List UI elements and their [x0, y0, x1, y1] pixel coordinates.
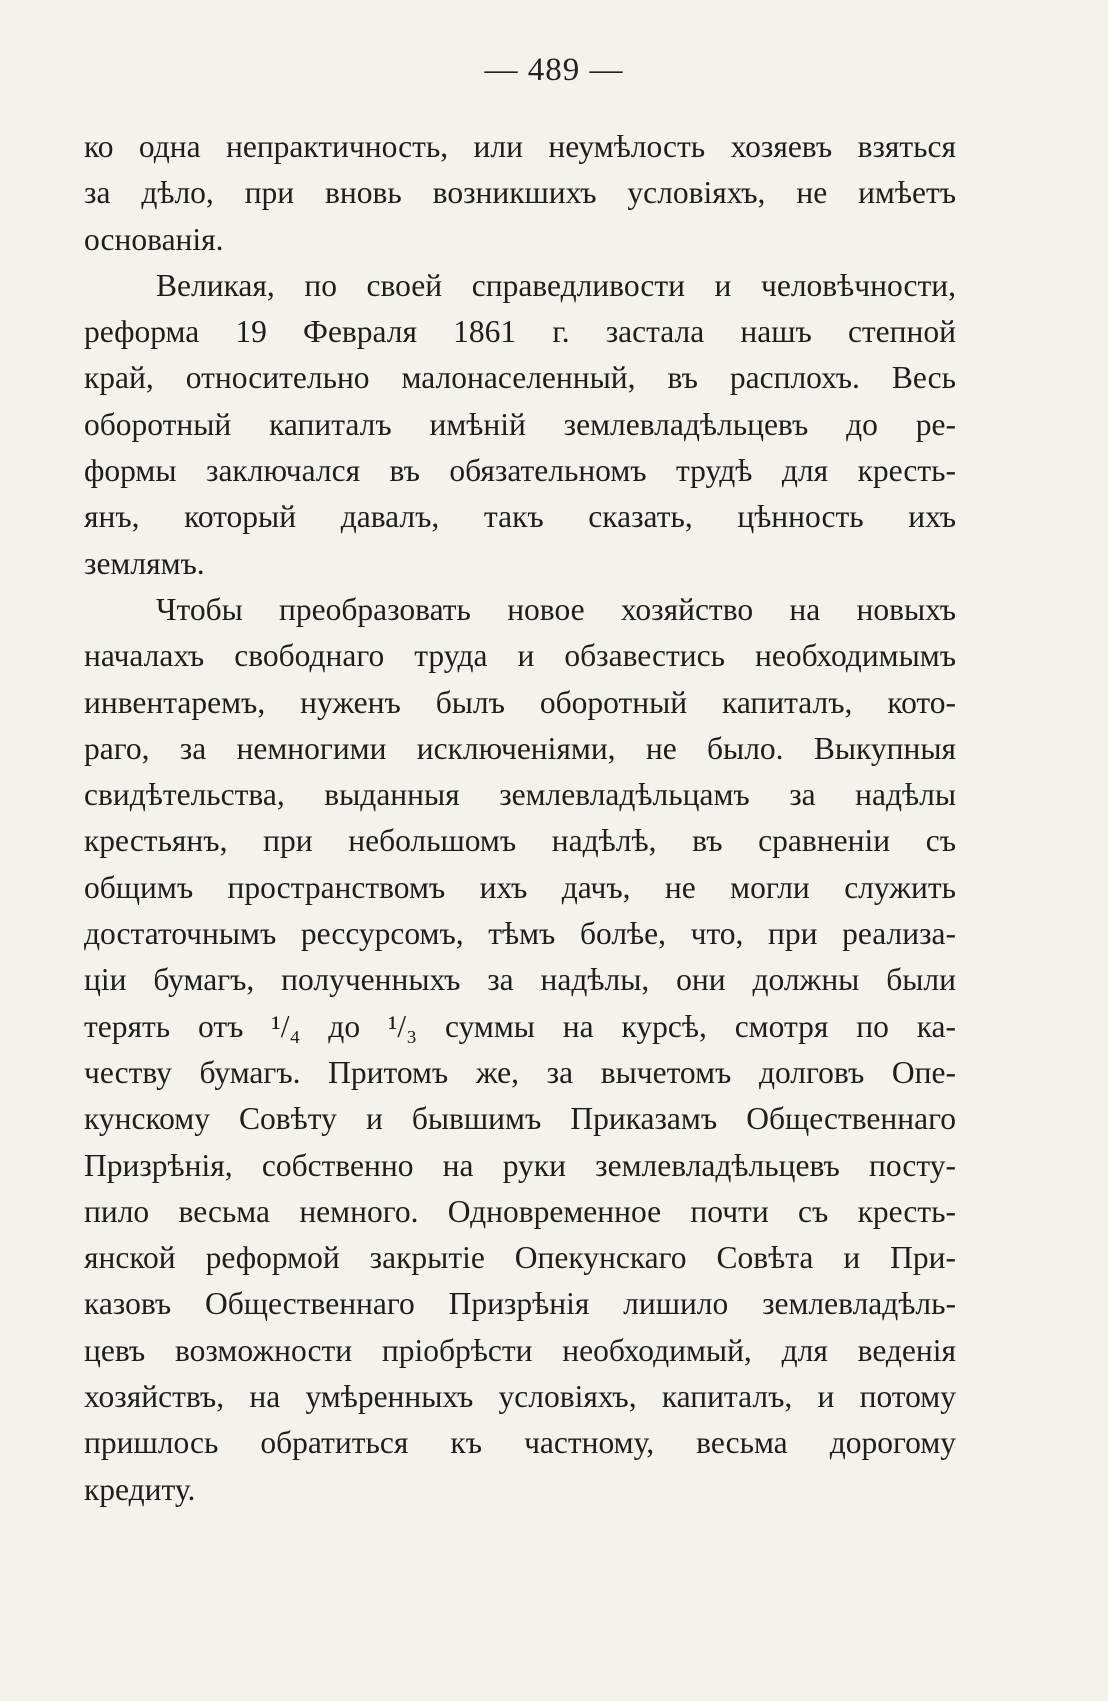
text-line: достаточнымъ рессурсомъ, тѣмъ болѣе, что, при реализа- — [84, 916, 956, 952]
text-line: пило весьма немного. Одновременное почти съ кресть- — [84, 1193, 956, 1229]
text-line: край, относительно малонаселенный, въ расплохъ. Весь — [84, 360, 956, 396]
text-line: началахъ свободнаго труда и обзавестись необходимымъ — [84, 638, 956, 674]
text-line: оборотный капиталъ имѣній землевладѣльцевъ до ре- — [84, 406, 956, 442]
text-line: казовъ Общественнаго Призрѣнія лишило землевладѣль- — [84, 1286, 956, 1322]
text-line: общимъ пространствомъ ихъ дачъ, не могли служить — [84, 869, 956, 905]
text-line: терять отъ ¹/₄ до ¹/₃ суммы на курсѣ, смотря по ка- — [84, 1008, 956, 1044]
text-line: Чтобы преобразовать новое хозяйство на новыхъ — [156, 591, 956, 627]
text-line: крестьянъ, при небольшомъ надѣлѣ, въ сравненіи съ — [84, 823, 956, 859]
text-line: цевъ возможности пріобрѣсти необходимый, для веденія — [84, 1332, 956, 1368]
text-line: янской реформой закрытіе Опекунскаго Совѣта и При- — [84, 1240, 956, 1276]
text-line: ціи бумагъ, полученныхъ за надѣлы, они должны были — [84, 962, 956, 998]
text-line: свидѣтельства, выданныя землевладѣльцамъ за надѣлы — [84, 777, 956, 813]
text-line: формы заключался въ обязательномъ трудѣ для кресть- — [84, 453, 956, 489]
text-line: реформа 19 Февраля 1861 г. застала нашъ степной — [84, 314, 956, 350]
text-line: хозяйствъ, на умѣренныхъ условіяхъ, капиталъ, и потому — [84, 1379, 956, 1415]
text-line: Призрѣнія, собственно на руки землевладѣльцевъ посту- — [84, 1147, 956, 1183]
text-line: ко одна непрактичность, или неумѣлость хозяевъ взяться — [84, 129, 956, 164]
text-line: пришлось обратиться къ частному, весьма дорогому — [84, 1425, 956, 1461]
text-line: землямъ. — [84, 545, 205, 581]
text-line: основанія. — [84, 221, 224, 257]
body-text — [84, 124, 956, 1513]
text-line: янъ, который давалъ, такъ сказать, цѣнность ихъ — [84, 499, 956, 535]
text-line: раго, за немногими исключеніями, не было. Выкупныя — [84, 730, 956, 766]
text-line: кредиту. — [84, 1471, 196, 1507]
text-line: за дѣло, при вновь возникшихъ условіяхъ, не имѣетъ — [84, 175, 956, 211]
page-number: — 489 — — [484, 52, 624, 88]
text-line: Великая, по своей справедливости и человѣчности, — [156, 267, 956, 303]
text-line: инвентаремъ, нуженъ былъ оборотный капиталъ, кото- — [84, 684, 956, 720]
text-line: честву бумагъ. Притомъ же, за вычетомъ долговъ Опе- — [84, 1054, 956, 1090]
text-line: кунскому Совѣту и бывшимъ Приказамъ Общественнаго — [84, 1101, 956, 1137]
